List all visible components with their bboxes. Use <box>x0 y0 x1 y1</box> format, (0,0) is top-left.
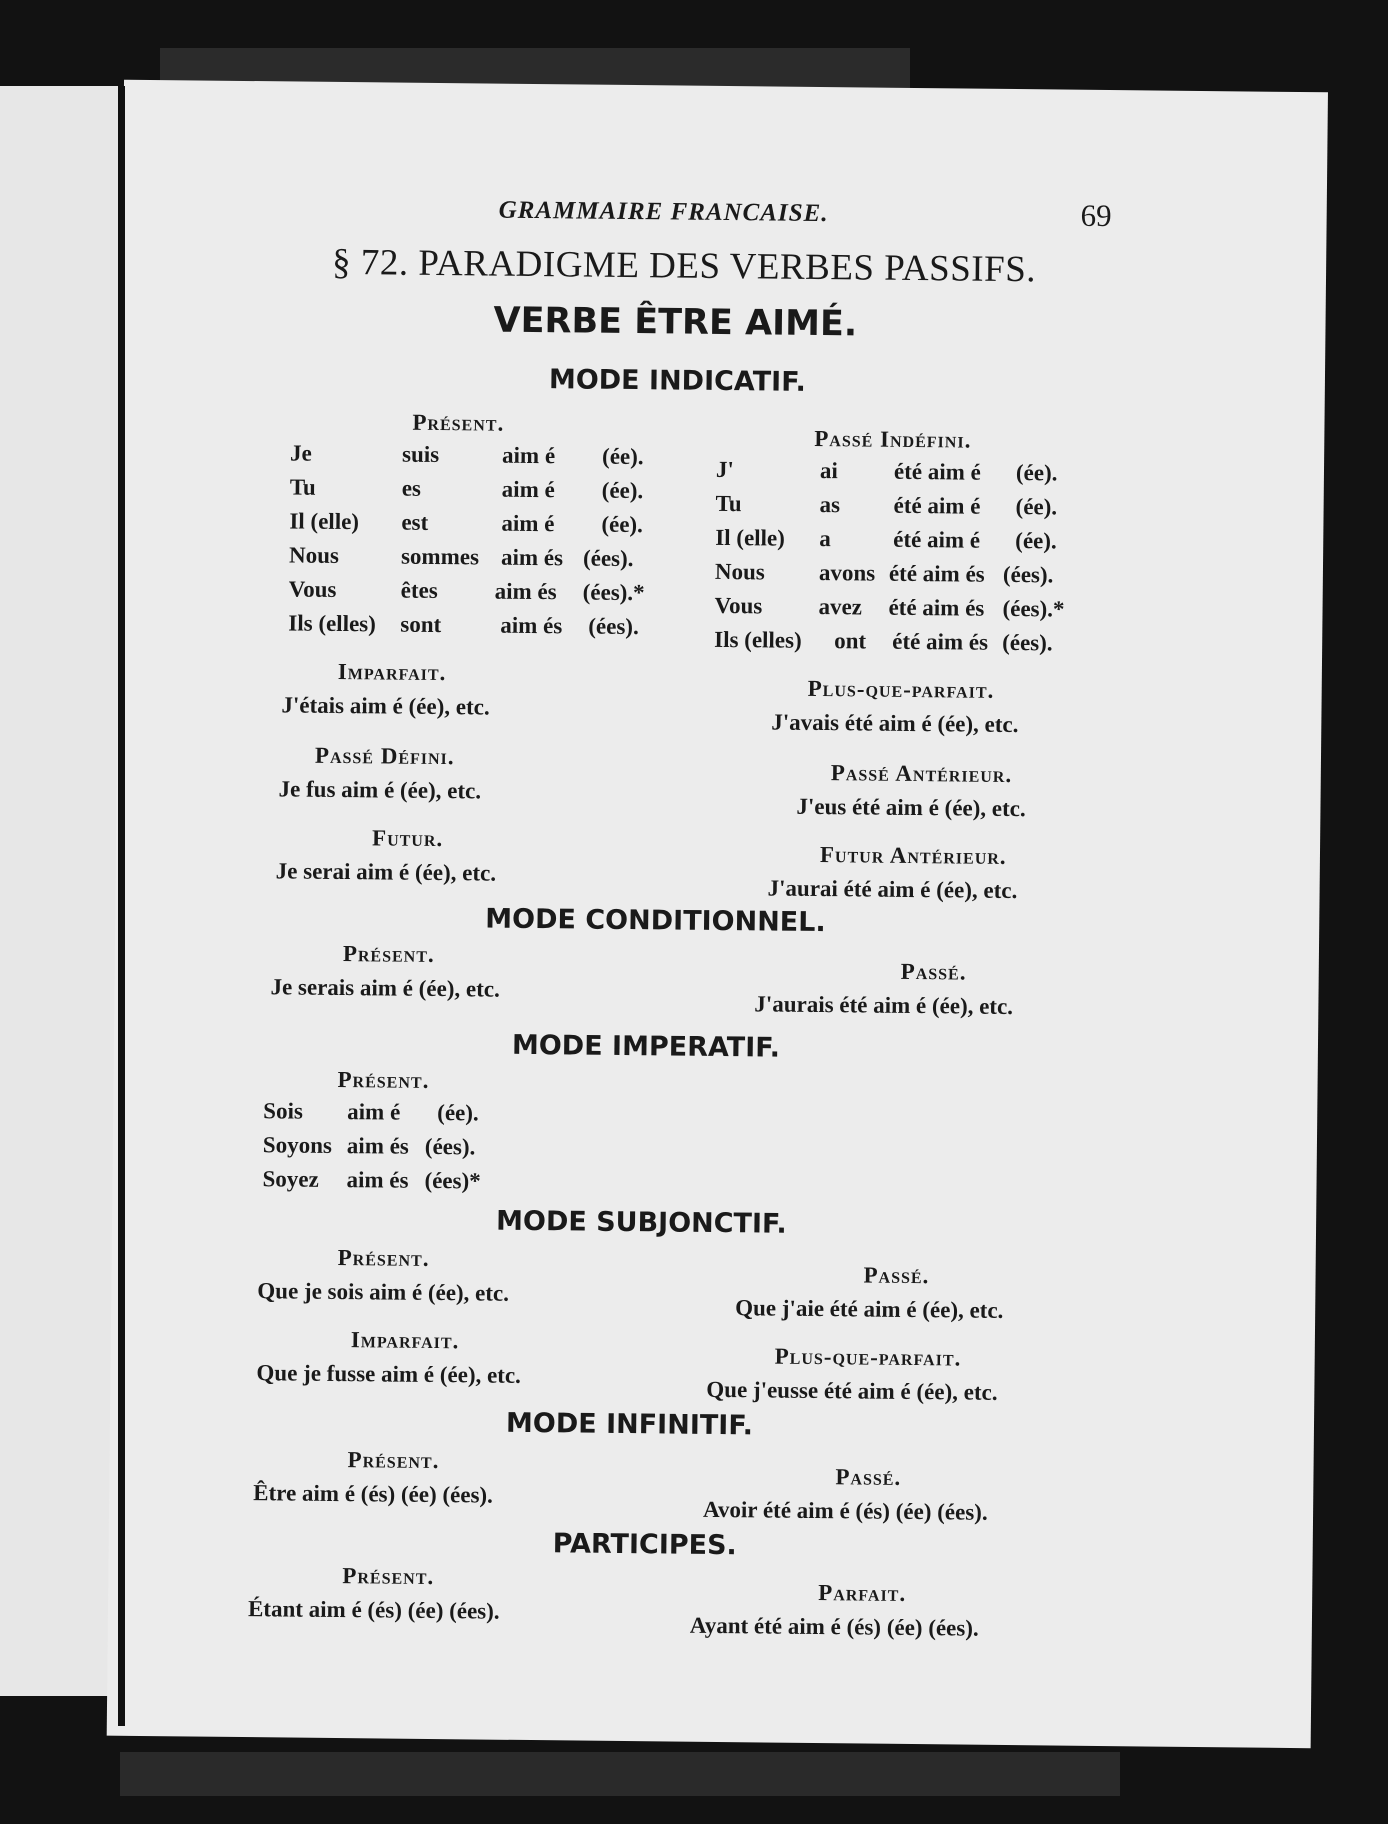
participle: été aim és <box>892 628 989 655</box>
ending: (ée). <box>601 443 644 470</box>
participe-present-label: Présent. <box>342 1563 435 1590</box>
participle: été aim é <box>893 458 981 485</box>
running-title: GRAMMAIRE FRANCAISE. <box>498 196 829 228</box>
futur-label: Futur. <box>371 825 444 852</box>
pronoun: Ils (elles) <box>288 610 376 637</box>
auxiliary: êtes <box>400 577 438 604</box>
imperatif-present-label: Présent. <box>337 1066 430 1093</box>
pronoun: Vous <box>714 592 763 619</box>
participle: été aim és <box>888 594 985 621</box>
infinitif-passe-text: Avoir été aim é (és) (ée) (ées). <box>702 1496 988 1525</box>
ending: (ée). <box>1015 494 1058 520</box>
participle: aim és <box>500 612 563 639</box>
passe-defini-label: Passé Défini. <box>314 742 455 770</box>
participle: été aim és <box>888 560 985 587</box>
participle: aim é <box>347 1099 401 1125</box>
ending: (ée). <box>1015 460 1058 486</box>
tense-label: Présent. <box>412 409 505 436</box>
auxiliary: suis <box>401 441 440 468</box>
pronoun: Je <box>290 440 312 466</box>
pronoun: J' <box>715 456 735 483</box>
ending: (ées).* <box>1002 595 1065 622</box>
participes-title: PARTICIPES. <box>552 1528 737 1562</box>
participe-parfait-label: Parfait. <box>818 1580 907 1606</box>
infinitif-present-label: Présent. <box>347 1447 440 1474</box>
participe-present-text: Étant aim é (és) (ée) (ées). <box>247 1596 500 1624</box>
facing-page <box>0 86 120 1696</box>
participle: aim é <box>501 510 555 537</box>
plus-que-parfait-label: Plus-que-parfait. <box>807 675 995 703</box>
subjonctif-passe-text: Que j'aie été aim é (ée), etc. <box>735 1295 1004 1323</box>
passe-anterieur-label: Passé Antérieur. <box>830 760 1013 788</box>
ending: (ée). <box>601 511 644 538</box>
pronoun: Vous <box>288 576 337 602</box>
ending: (ées).* <box>582 579 645 606</box>
ending: (ées). <box>1002 629 1053 656</box>
conditionnel-present-label: Présent. <box>342 941 435 967</box>
mode-infinitif-title: MODE INFINITIF. <box>505 1407 754 1442</box>
passe-defini-text: Je fus aim é (ée), etc. <box>278 776 482 804</box>
scan-bottom-edge <box>120 1752 1120 1796</box>
subjonctif-plus-que-parfait-label: Plus-que-parfait. <box>774 1343 962 1371</box>
pronoun: Tu <box>289 474 316 500</box>
participle: été aim é <box>893 492 981 519</box>
imperative-verb: Sois <box>263 1098 304 1124</box>
participle: aim és <box>500 544 564 571</box>
conditionnel-passe-text: J'aurais été aim é (ée), etc. <box>754 991 1014 1020</box>
pronoun: Il (elle) <box>289 508 360 535</box>
passe-anterieur-text: J'eus été aim é (ée), etc. <box>796 793 1026 822</box>
auxiliary: as <box>819 492 841 518</box>
participe-parfait-text: Ayant été aim é (és) (ée) (ées). <box>689 1612 979 1641</box>
conditionnel-present-text: Je serais aim é (ée), etc. <box>270 974 500 1002</box>
imperative-verb: Soyez <box>262 1166 319 1192</box>
auxiliary: sont <box>400 611 442 638</box>
subjonctif-imparfait-text: Que je fusse aim é (ée), etc. <box>256 1360 522 1388</box>
mode-conditionnel-title: MODE CONDITIONNEL. <box>485 903 826 939</box>
book-page <box>107 80 1328 1749</box>
infinitif-present-text: Être aim é (és) (ée) (ées). <box>253 1480 494 1508</box>
participle: aim é <box>501 442 556 469</box>
auxiliary: sommes <box>400 543 480 570</box>
participle: aim és <box>346 1167 409 1193</box>
auxiliary: ai <box>819 458 838 484</box>
conditionnel-passe-label: Passé. <box>900 958 967 985</box>
imperative-verb: Soyons <box>262 1132 333 1158</box>
auxiliary: avez <box>818 593 863 620</box>
auxiliary: ont <box>834 628 867 654</box>
participle: aim és <box>494 578 557 605</box>
page-number: 69 <box>1080 197 1112 234</box>
plus-que-parfait-text: J'avais été aim é (ée), etc. <box>771 709 1019 738</box>
subjonctif-imparfait-label: Imparfait. <box>350 1327 460 1354</box>
infinitif-passe-label: Passé. <box>835 1464 902 1490</box>
mode-indicatif-title: MODE INDICATIF. <box>548 364 807 398</box>
participle: aim é <box>501 476 555 503</box>
auxiliary: est <box>401 509 429 535</box>
ending: (ée). <box>437 1100 479 1126</box>
verb-title: VERBE ÊTRE AIMÉ. <box>493 300 858 345</box>
ending: (ées). <box>424 1133 476 1160</box>
ending: (ées)* <box>424 1167 481 1194</box>
participle: été aim é <box>893 526 981 553</box>
page-spine-line <box>118 86 125 1726</box>
pronoun: Nous <box>288 542 340 568</box>
pronoun: Nous <box>714 558 765 585</box>
auxiliary: avons <box>818 560 876 586</box>
futur-anterieur-label: Futur Antérieur. <box>819 842 1007 869</box>
ending: (ée). <box>1015 528 1057 554</box>
futur-anterieur-text: J'aurai été aim é (ée), etc. <box>767 875 1018 904</box>
pronoun: Il (elle) <box>715 524 786 551</box>
mode-imperatif-title: MODE IMPERATIF. <box>511 1029 781 1064</box>
subjonctif-present-text: Que je sois aim é (ée), etc. <box>257 1278 510 1306</box>
mode-subjonctif-title: MODE SUBJONCTIF. <box>495 1205 787 1240</box>
ending: (ée). <box>601 477 644 504</box>
subjonctif-passe-label: Passé. <box>863 1262 930 1289</box>
ending: (ées). <box>588 613 639 640</box>
pronoun: Ils (elles) <box>714 626 802 653</box>
imparfait-text: J'étais aim é (ée), etc. <box>281 692 490 720</box>
ending: (ées). <box>582 545 634 572</box>
ending: (ées). <box>1002 561 1054 588</box>
imparfait-label: Imparfait. <box>337 658 447 686</box>
participle: aim és <box>346 1133 409 1159</box>
futur-text: Je serai aim é (ée), etc. <box>275 858 497 886</box>
auxiliary: es <box>401 475 422 501</box>
subjonctif-present-label: Présent. <box>337 1244 430 1271</box>
subjonctif-plus-que-parfait-text: Que j'eusse été aim é (ée), etc. <box>706 1376 998 1405</box>
auxiliary: a <box>819 526 831 552</box>
tense-label: Passé Indéfini. <box>814 425 972 453</box>
section-title: § 72. PARADIGME DES VERBES PASSIFS. <box>331 241 1037 291</box>
pronoun: Tu <box>715 490 742 517</box>
